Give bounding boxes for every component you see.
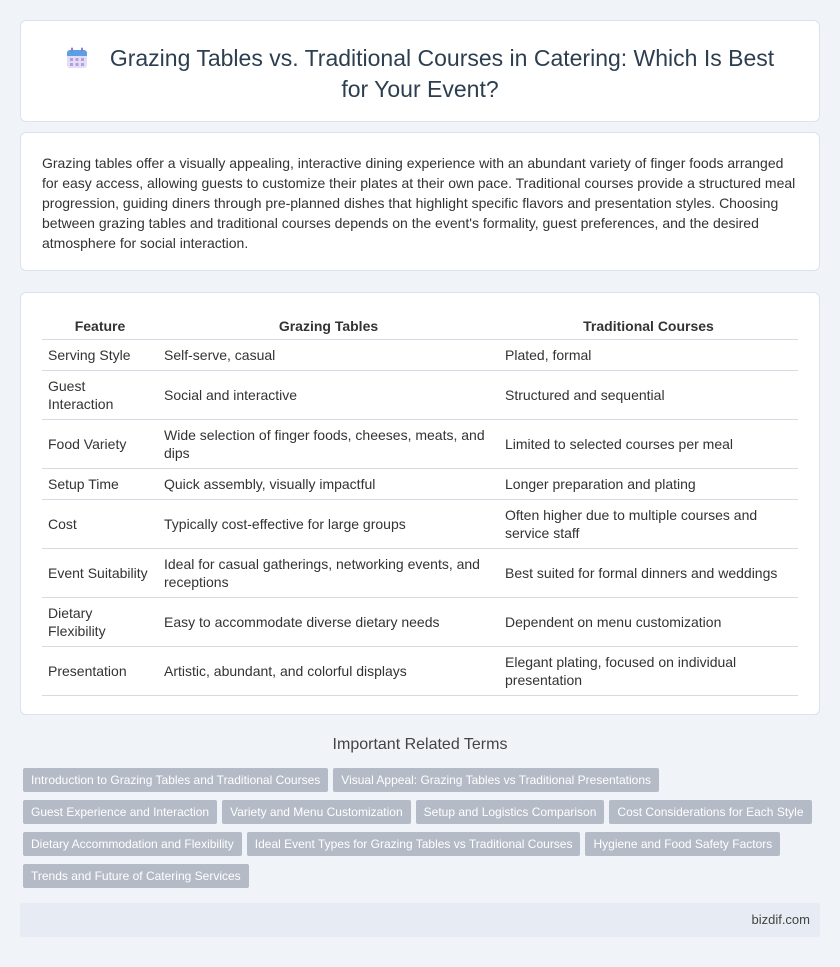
- related-term-tag[interactable]: Hygiene and Food Safety Factors: [585, 832, 780, 856]
- page-title: Grazing Tables vs. Traditional Courses in Catering: Which Is Best for Your Event?: [109, 45, 775, 102]
- related-term-tag[interactable]: Visual Appeal: Grazing Tables vs Traditional Presentations: [333, 768, 659, 792]
- traditional-cell: Elegant plating, focused on individual presentation: [499, 647, 798, 696]
- title-card: [20, 20, 820, 122]
- related-terms-heading: Important Related Terms: [332, 736, 508, 753]
- traditional-cell: Dependent on menu customization: [499, 598, 798, 647]
- table-row: [42, 647, 798, 696]
- related-term-tag[interactable]: Setup and Logistics Comparison: [416, 800, 605, 824]
- grazing-cell: Ideal for casual gatherings, networking events, and receptions: [158, 549, 499, 598]
- traditional-cell: Structured and sequential: [499, 371, 798, 420]
- traditional-cell: Best suited for formal dinners and weddings: [499, 549, 798, 598]
- related-term-tag[interactable]: Cost Considerations for Each Style: [609, 800, 811, 824]
- table-row: [42, 549, 798, 598]
- intro-card: [20, 132, 820, 271]
- page-title-wrap: [21, 43, 819, 105]
- calendar-icon: [66, 46, 88, 68]
- footer: [20, 903, 820, 937]
- grazing-cell: Self-serve, casual: [158, 340, 499, 371]
- feature-cell: Dietary Flexibility: [42, 598, 158, 647]
- related-term-tag[interactable]: Ideal Event Types for Grazing Tables vs Traditional Courses: [247, 832, 581, 856]
- table-row: [42, 420, 798, 469]
- related-term-tag[interactable]: Guest Experience and Interaction: [23, 800, 217, 824]
- traditional-cell: Longer preparation and plating: [499, 469, 798, 500]
- related-term-tag[interactable]: Dietary Accommodation and Flexibility: [23, 832, 242, 856]
- feature-cell: Cost: [42, 500, 158, 549]
- footer-site-link[interactable]: bizdif.com: [751, 912, 810, 927]
- traditional-cell: Limited to selected courses per meal: [499, 420, 798, 469]
- traditional-cell: Plated, formal: [499, 340, 798, 371]
- grazing-cell: Wide selection of finger foods, cheeses, meats, and dips: [158, 420, 499, 469]
- header-traditional-courses: Traditional Courses: [499, 313, 798, 340]
- table-row: [42, 371, 798, 420]
- related-terms-list: [23, 768, 823, 896]
- comparison-table: [42, 313, 798, 696]
- table-row: [42, 340, 798, 371]
- comparison-card: [20, 292, 820, 715]
- grazing-cell: Artistic, abundant, and colorful displays: [158, 647, 499, 696]
- traditional-cell: Often higher due to multiple courses and service staff: [499, 500, 798, 549]
- related-term-tag[interactable]: Variety and Menu Customization: [222, 800, 411, 824]
- grazing-cell: Quick assembly, visually impactful: [158, 469, 499, 500]
- feature-cell: Event Suitability: [42, 549, 158, 598]
- grazing-cell: Social and interactive: [158, 371, 499, 420]
- feature-cell: Serving Style: [42, 340, 158, 371]
- related-term-tag[interactable]: Introduction to Grazing Tables and Traditional Courses: [23, 768, 328, 792]
- header-feature: Feature: [42, 313, 158, 340]
- header-grazing-tables: Grazing Tables: [158, 313, 499, 340]
- table-row: [42, 469, 798, 500]
- feature-cell: Food Variety: [42, 420, 158, 469]
- table-row: [42, 500, 798, 549]
- feature-cell: Presentation: [42, 647, 158, 696]
- feature-cell: Setup Time: [42, 469, 158, 500]
- table-header-row: [42, 313, 798, 340]
- grazing-cell: Typically cost-effective for large groups: [158, 500, 499, 549]
- feature-cell: Guest Interaction: [42, 371, 158, 420]
- related-term-tag[interactable]: Trends and Future of Catering Services: [23, 864, 249, 888]
- intro-paragraph: Grazing tables offer a visually appealing, interactive dining experience with an abundant variety of finger foods arranged for easy access, allowing guests to customize their plates at their own pace. Traditional courses provide a structured meal progression, guiding diners through pre-planned dishes that highlight specific flavors and presentation styles. Choosing between grazing tables and traditional courses depends on the event's formality, guest preferences, and the desired atmosphere for social interaction.: [42, 155, 796, 251]
- table-row: [42, 598, 798, 647]
- grazing-cell: Easy to accommodate diverse dietary needs: [158, 598, 499, 647]
